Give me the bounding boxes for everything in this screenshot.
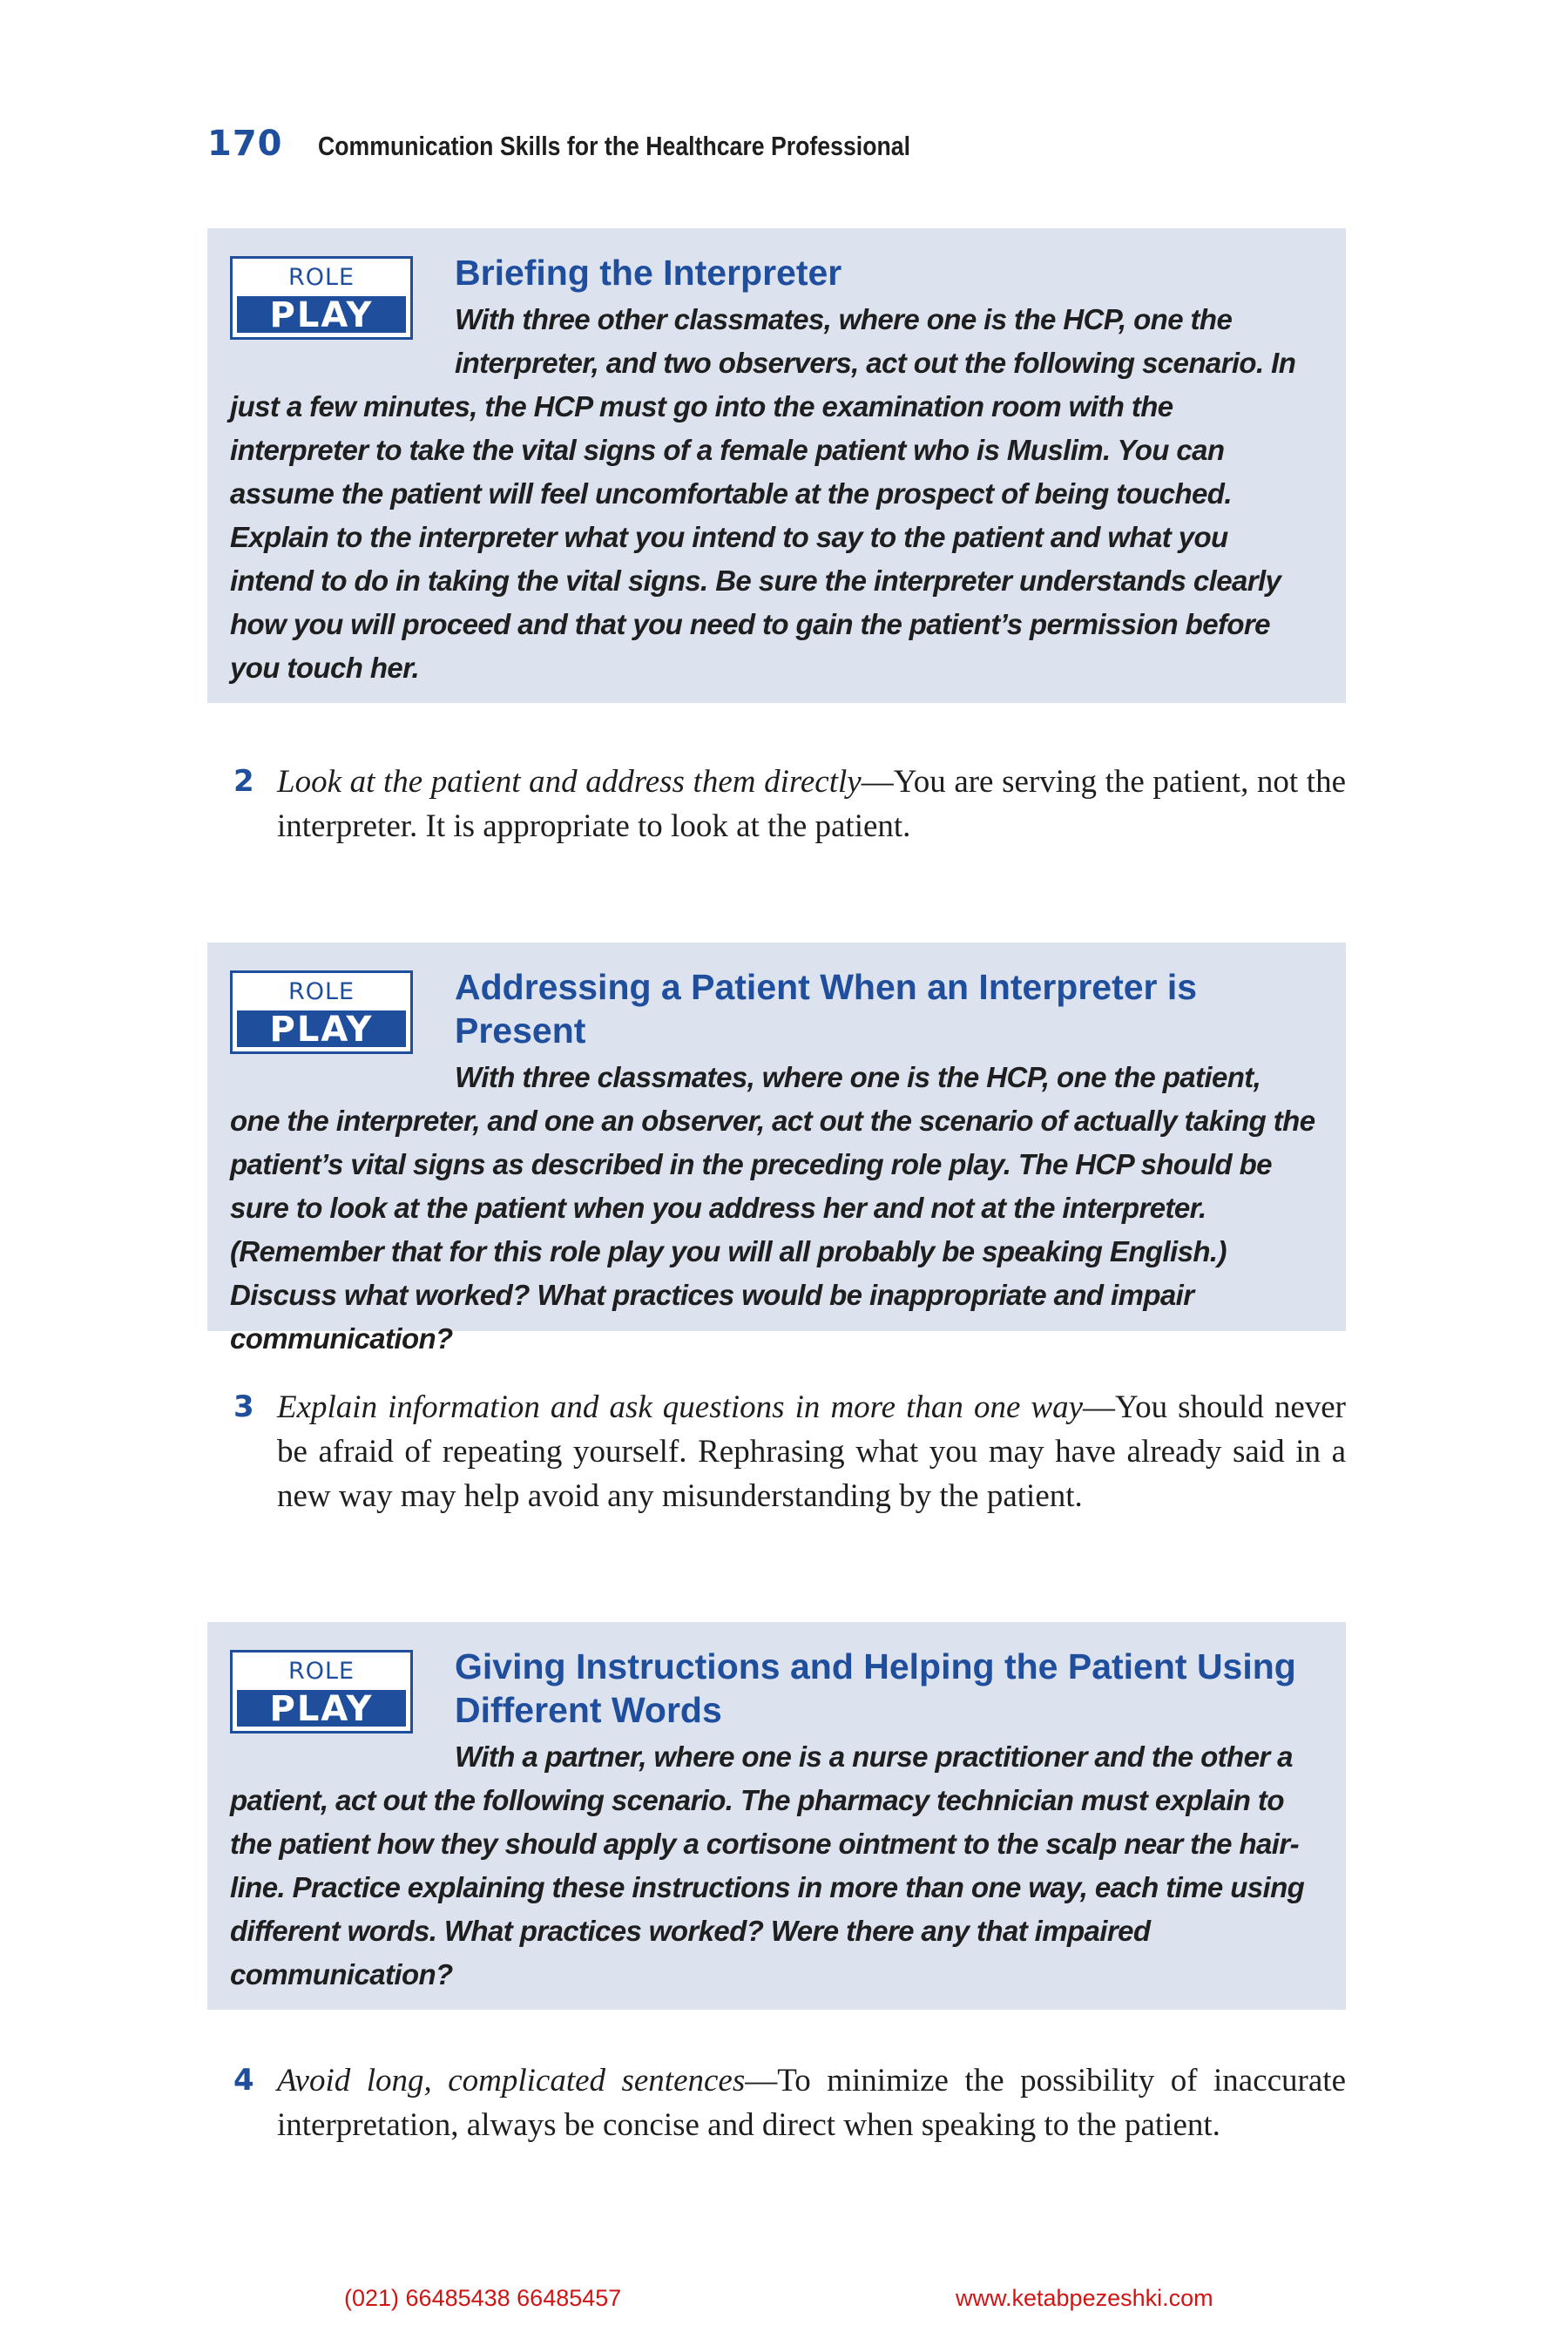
- numbered-item: [233, 760, 1346, 848]
- badge-play-label: PLAY: [237, 1010, 406, 1047]
- running-title: Communication Skills for the Healthcare Professional: [317, 131, 910, 161]
- item-number: 2: [233, 764, 254, 799]
- badge-role-label: ROLE: [287, 978, 355, 1005]
- item-text: [277, 1385, 1346, 1518]
- page-header: [207, 124, 1006, 171]
- numbered-item: [233, 1385, 1346, 1518]
- item-heading: Avoid long, complicated sentences: [277, 2063, 746, 2099]
- item-number: 3: [233, 1389, 254, 1424]
- numbered-item: [233, 2058, 1346, 2147]
- item-heading: Explain information and ask questions in more than one way: [277, 1389, 1084, 1425]
- role-play-box: [207, 1622, 1346, 2010]
- item-body: —You should never be afraid of repeating yourself. Rephrasing what you may have already said in a new way may help avoid any misunderstanding by the patient.: [277, 1389, 1346, 1514]
- role-play-title: Giving Instructions and Helping the Patient Using Different Words: [455, 1646, 1296, 1730]
- footer-website[interactable]: www.ketabpezeshki.com: [956, 2285, 1213, 2311]
- role-play-body: With three classmates, where one is the HCP, one the patient, one the interpreter, and one an observer, act out the scenario of actually taking the patient’s vital signs as described in the preceding role play. The HCP should be sure to look at the patient when you address her and not at the interpreter. (Remember that for this role play you will all probably be speaking English.) Discuss what worked? What practices would be inappropriate and impair communication?: [230, 1061, 1315, 1355]
- item-text: [277, 760, 1346, 848]
- role-play-badge: [230, 970, 413, 1054]
- role-play-body: With three other classmates, where one is the HCP, one the interpreter, and two observers, act out the following scenario. In just a few minutes, the HCP must go into the examination room with the interpreter to take the vital signs of a female patient who is Muslim. You can assume the patient will feel uncomfortable at the prospect of being touched. Explain to the interpreter what you intend to say to the patient and what you intend to do in taking the vital signs. Be sure the interpreter understands clearly how you will proceed and that you need to gain the patient’s permission before you touch her.: [230, 303, 1296, 684]
- item-text: [277, 2058, 1346, 2147]
- badge-role-label: ROLE: [287, 264, 355, 291]
- page-number: 170: [207, 124, 283, 164]
- role-play-title: Briefing the Interpreter: [455, 253, 842, 293]
- badge-play-label: PLAY: [237, 296, 406, 333]
- role-play-body: With a partner, where one is a nurse practitioner and the other a patient, act out the following scenario. The pharmacy technician must explain to the patient how they should apply a cortisone ointment to the scalp near the hair-line. Practice explaining these instructions in more than one way, each time using different words. What practices worked? Were there any that impaired communication?: [230, 1740, 1305, 1990]
- role-play-badge: [230, 256, 413, 340]
- badge-play-label: PLAY: [237, 1690, 406, 1727]
- role-play-box: [207, 943, 1346, 1355]
- role-play-badge: [230, 1650, 413, 1734]
- item-heading: Look at the patient and address them directly: [277, 764, 862, 800]
- item-number: 4: [233, 2063, 254, 2098]
- badge-role-label: ROLE: [287, 1658, 355, 1685]
- item-body: —To minimize the possibility of inaccurate interpretation, always be concise and direct when speaking to the patient.: [277, 2063, 1346, 2143]
- item-body: —You are serving the patient, not the interpreter. It is appropriate to look at the patient.: [277, 764, 1346, 844]
- role-play-box: [207, 228, 1346, 703]
- role-play-title: Addressing a Patient When an Interpreter is Present: [455, 967, 1198, 1051]
- footer-phone: (021) 66485438 66485457: [344, 2285, 622, 2311]
